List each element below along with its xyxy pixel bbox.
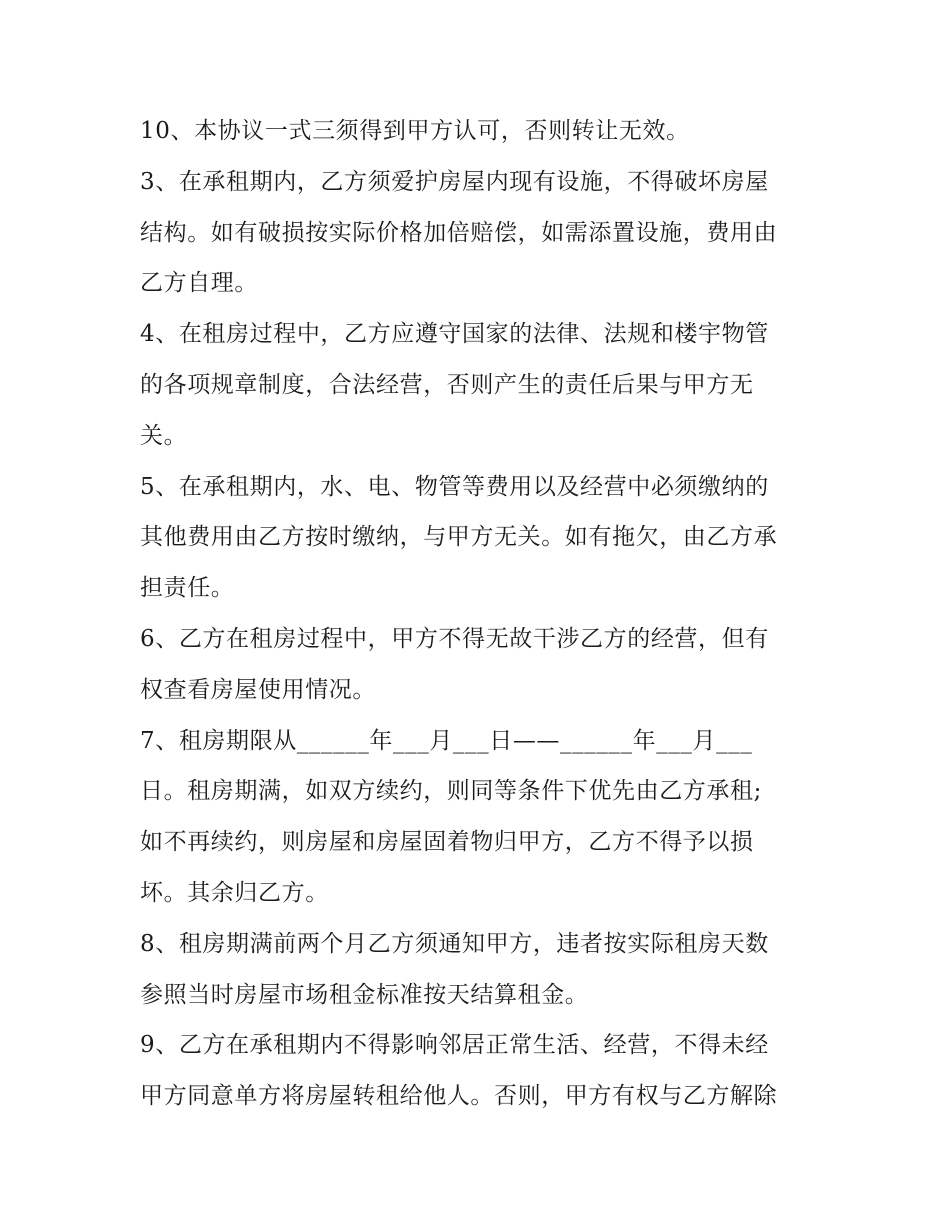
text-line-15: 如不再续约，则房屋和房屋固着物归甲方，乙方不得予以损 bbox=[140, 829, 754, 856]
text-line-14: 日。租房期满，如双方续约，则同等条件下优先由乙方承租; bbox=[140, 778, 762, 805]
text-line-8: 5、在承租期内，水、电、物管等费用以及经营中必须缴纳的 bbox=[140, 473, 769, 500]
text-line-6: 的各项规章制度，合法经营，否则产生的责任后果与甲方无 bbox=[140, 371, 754, 398]
text-line-5: 4、在租房过程中，乙方应遵守国家的法律、法规和楼宇物管 bbox=[140, 321, 769, 348]
document-body bbox=[140, 106, 820, 1122]
text-line-18: 参照当时房屋市场租金标准按天结算租金。 bbox=[140, 981, 589, 1008]
text-line-2: 3、在承租期内，乙方须爱护房屋内现有设施，不得破坏房屋 bbox=[140, 168, 769, 195]
text-line-13: 7、租房期限从______年___月___日——______年___月___ bbox=[140, 727, 753, 754]
text-line-12: 权查看房屋使用情况。 bbox=[140, 676, 376, 703]
text-line-16: 坏。其余归乙方。 bbox=[140, 879, 329, 906]
text-line-9: 其他费用由乙方按时缴纳，与甲方无关。如有拖欠，由乙方承 bbox=[140, 524, 778, 551]
text-line-1: 10、本协议一式三须得到甲方认可，否则转让无效。 bbox=[140, 118, 690, 144]
text-line-19: 9、乙方在承租期内不得影响邻居正常生活、经营，不得未经 bbox=[140, 1032, 769, 1059]
text-line-11: 6、乙方在租房过程中，甲方不得无故干涉乙方的经营，但有 bbox=[140, 625, 769, 652]
text-line-20: 甲方同意单方将房屋转租给他人。否则，甲方有权与乙方解除 bbox=[140, 1083, 778, 1110]
text-line-4: 乙方自理。 bbox=[140, 270, 258, 297]
text-line-7: 关。 bbox=[140, 422, 188, 449]
text-line-17: 8、租房期满前两个月乙方须通知甲方，违者按实际租房天数 bbox=[140, 930, 769, 957]
text-line-3: 结构。如有破损按实际价格加倍赔偿，如需添置设施，费用由 bbox=[140, 219, 778, 246]
text-line-10: 担责任。 bbox=[140, 575, 235, 602]
